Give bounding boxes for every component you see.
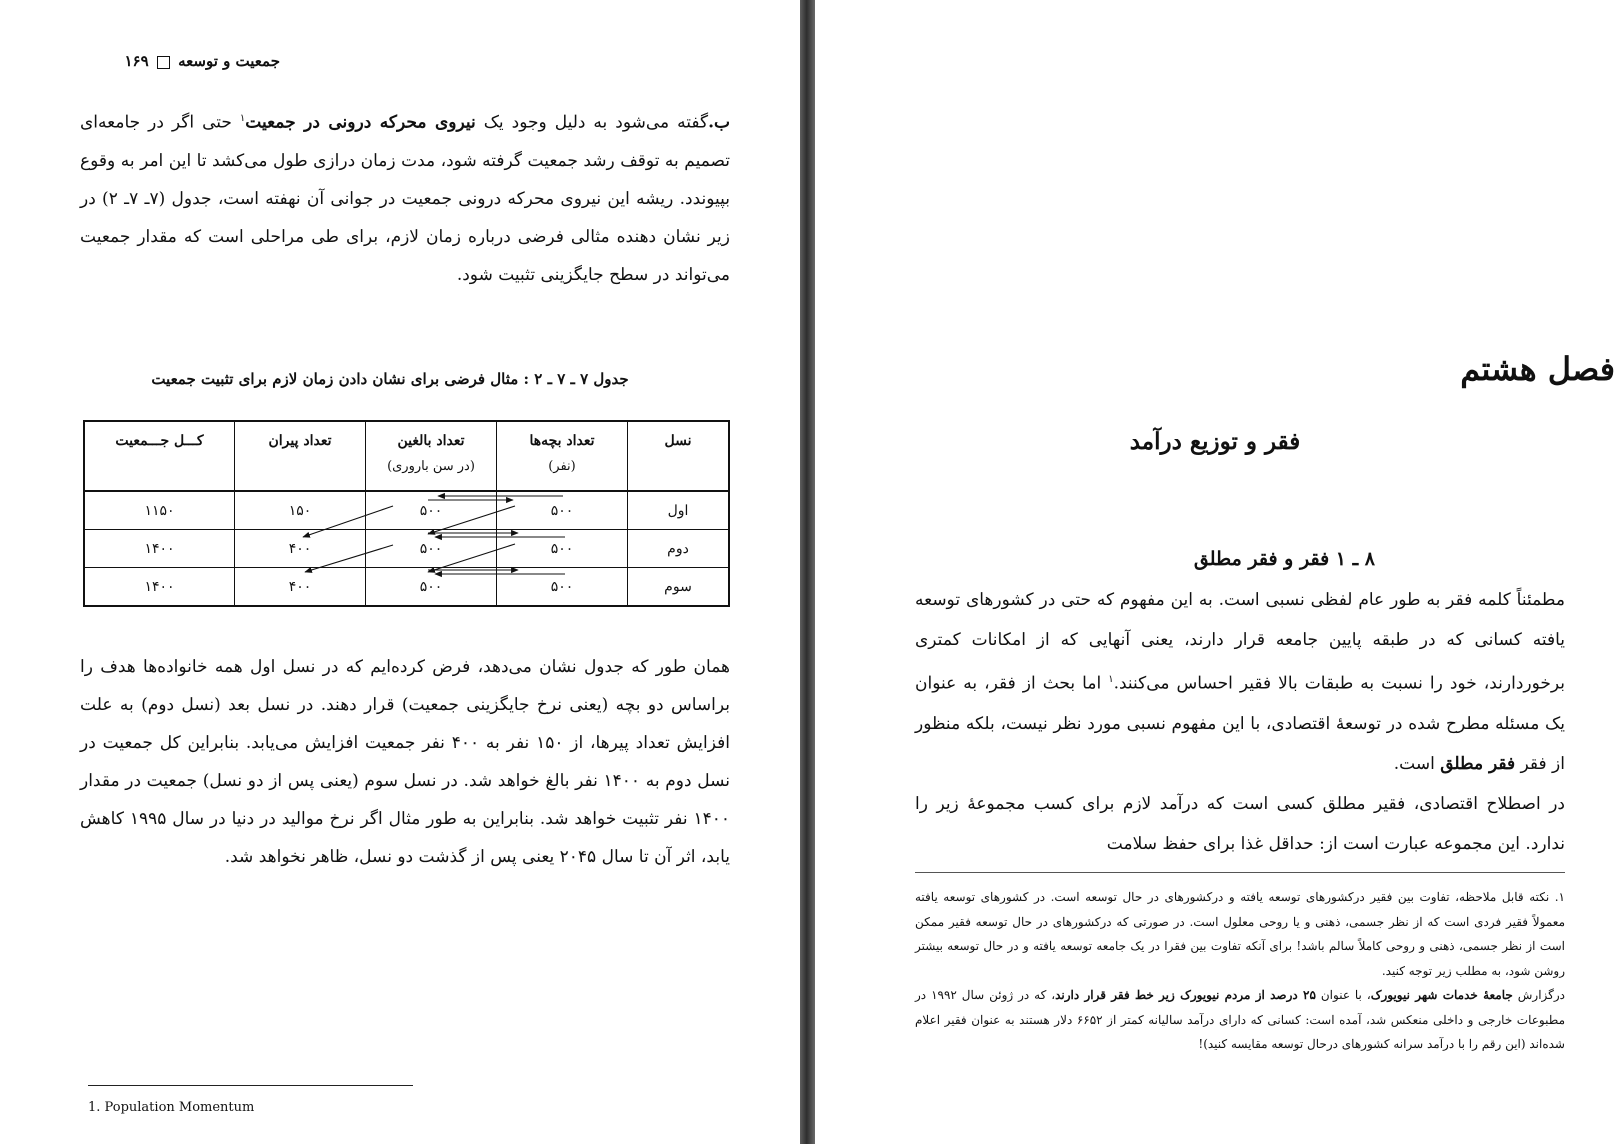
header-total: کـــل جـــمعیت <box>84 421 235 491</box>
cell-children: ۵۰۰ <box>497 568 628 607</box>
right-page <box>815 0 1615 1144</box>
section-heading: ۸ ـ ۱ فقر و فقر مطلق <box>1193 548 1375 570</box>
cell-total: ۱۱۵۰ <box>84 491 235 530</box>
section-paragraph-1: مطمئناً کلمه فقر به طور عام لفظی نسبی است. به این مفهوم که حتی در کشورهای توسعه یافته کسانی که در طبقه پایین جامعه قرار دارند، یعنی آنهایی که از امکانات کمتری برخوردارند، خود را نسبت به طبقات بالا فقیر احساس می‌کنند.$^۱$ اما بحث از فقر، به عنوان یک مسئله مطرح شده در توسعهٔ اقتصادی، با این مفهوم نسبی مورد نظر نیست، بلکه منظور از فقر فقر مطلق است. <box>915 590 1565 774</box>
footnote-divider <box>915 872 1565 873</box>
table-row <box>84 568 729 607</box>
footnote-left: 1. Population Momentum <box>88 1100 255 1115</box>
cell-adults: ۵۰۰ <box>366 530 497 568</box>
cell-generation: سوم <box>628 568 730 607</box>
generation-table-wrapper <box>83 420 730 607</box>
page-number: ۱۶۹ <box>124 52 149 70</box>
section-paragraph-2: در اصطلاح اقتصادی، فقیر مطلق کسی است که درآمد لازم برای کسب مجموعهٔ زیر را ندارد. این مجموعه عبارت است از: حداقل غذا برای حفظ سلامت <box>915 793 1565 854</box>
footnote-divider <box>88 1085 413 1086</box>
bold-term: نیروی محرکه درونی در جمعیت <box>245 112 476 133</box>
table-header-row <box>84 421 729 491</box>
running-head-title: جمعیت و توسعه <box>178 52 280 70</box>
footnotes-right <box>915 885 1565 1057</box>
generation-table <box>83 420 730 607</box>
cell-elderly: ۴۰۰ <box>235 568 366 607</box>
table-caption: جدول ۷ ـ ۷ ـ ۲ : مثال فرضی برای نشان دادن زمان لازم برای تثبیت جمعیت <box>151 370 629 388</box>
footnote-2: درگزارش جامعهٔ خدمات شهر نیویورک، با عنوان ۲۵ درصد از مردم نیویورک زیر خط فقر قرار دارند، که در ژوئن سال ۱۹۹۲ در مطبوعات خارجی و داخلی منعکس شد، آمده است: کسانی که دارای درآمد سالیانه کمتر از ۶۶۵۲ دلار هستند به عنوان فقیر اعلام شده‌اند (این رقم را با درآمد سرانه کشورهای درحال توسعه مقایسه کنید)! <box>915 988 1565 1051</box>
bold-term: فقر مطلق <box>1440 753 1516 774</box>
chapter-title: فصل هشتم <box>1460 350 1615 388</box>
footnote-1: ۱. نکته قابل ملاحظه، تفاوت بین فقیر درکشورهای توسعه یافته و درکشورهای در حال توسعه است. در کشورهای توسعه یافته معمولاً فقیر فردی است که از نظر جسمی، ذهنی و یا روحی معلول است. در صورتی که درکشورهای در حال توسعه فقیر ممکن است از نظر جسمی، ذهنی و روحی کاملاً سالم باشد! برای آنکه تفاوت بین فقرا در یک جامعه توسعه یافته و در حال توسعه بیشتر روشن شود، به مطلب زیر توجه کنید. <box>915 890 1565 978</box>
paragraph-b-text-2: حتی اگر در جامعه‌ای تصمیم به توقف رشد جمعیت گرفته شود، مدت زمان درازی طول می‌کشد تا این امر به وقوع بپیوندد. ریشه این نیروی محرکه درونی جمعیت در جوانی آن نهفته است، جدول (۷ـ ۷ـ ۲) در زیر نشان دهنده مثالی فرضی درباره زمان لازم، برای طی مراحلی است که مقدار جمعیت می‌تواند در سطح جایگزینی تثبیت شود. <box>80 112 730 285</box>
square-ornament-icon <box>157 56 170 69</box>
paragraph-2: همان طور که جدول نشان می‌دهد، فرض کرده‌ایم که در نسل اول همه خانواده‌ها هدف را براساس دو بچه (یعنی نرخ جایگزینی جمعیت) قرار دهند. در نسل بعد (نسل دوم) به علت افزایش تعداد پیرها، از ۱۵۰ نفر به ۴۰۰ نفر جمعیت افزایش می‌یابد. بنابراین کل جمعیت در نسل دوم به ۱۴۰۰ نفر بالغ خواهد شد. در نسل سوم (یعنی پس از دو نسل) جمعیت در مقدار ۱۴۰۰ نفر تثبیت خواهد شد. بنابراین به طور مثال اگر نرخ موالید در دنیا در سال ۱۹۹۵ کاهش یابد، اثر آن تا سال ۲۰۴۵ یعنی پس از گذشت دو نسل، ظاهر نخواهد شد. <box>80 657 730 867</box>
cell-adults: ۵۰۰ <box>366 491 497 530</box>
cell-generation: اول <box>628 491 730 530</box>
header-children: تعداد بچه‌ها (نفر) <box>497 421 628 491</box>
cell-generation: دوم <box>628 530 730 568</box>
footnote-ref: ۱ <box>1108 674 1114 685</box>
table-row <box>84 491 729 530</box>
cell-elderly: ۱۵۰ <box>235 491 366 530</box>
left-page <box>0 0 800 1144</box>
section-body <box>915 580 1565 864</box>
cell-total: ۱۴۰۰ <box>84 530 235 568</box>
book-gutter <box>800 0 815 1144</box>
paragraph-b-text-1: گفته می‌شود به دلیل وجود یک <box>475 112 709 133</box>
table-row <box>84 530 729 568</box>
paragraph-label: ب. <box>708 112 730 133</box>
cell-adults: ۵۰۰ <box>366 568 497 607</box>
running-head <box>80 52 280 70</box>
footnote-ref: ۱ <box>239 113 246 124</box>
header-adults: تعداد بالغین (در سن باروری) <box>366 421 497 491</box>
cell-elderly: ۴۰۰ <box>235 530 366 568</box>
cell-total: ۱۴۰۰ <box>84 568 235 607</box>
paragraph-b <box>80 100 730 294</box>
cell-children: ۵۰۰ <box>497 530 628 568</box>
cell-children: ۵۰۰ <box>497 491 628 530</box>
header-elderly: تعداد پیران <box>235 421 366 491</box>
header-generation: نسل <box>628 421 730 491</box>
chapter-subtitle: فقر و توزیع درآمد <box>1129 428 1301 455</box>
